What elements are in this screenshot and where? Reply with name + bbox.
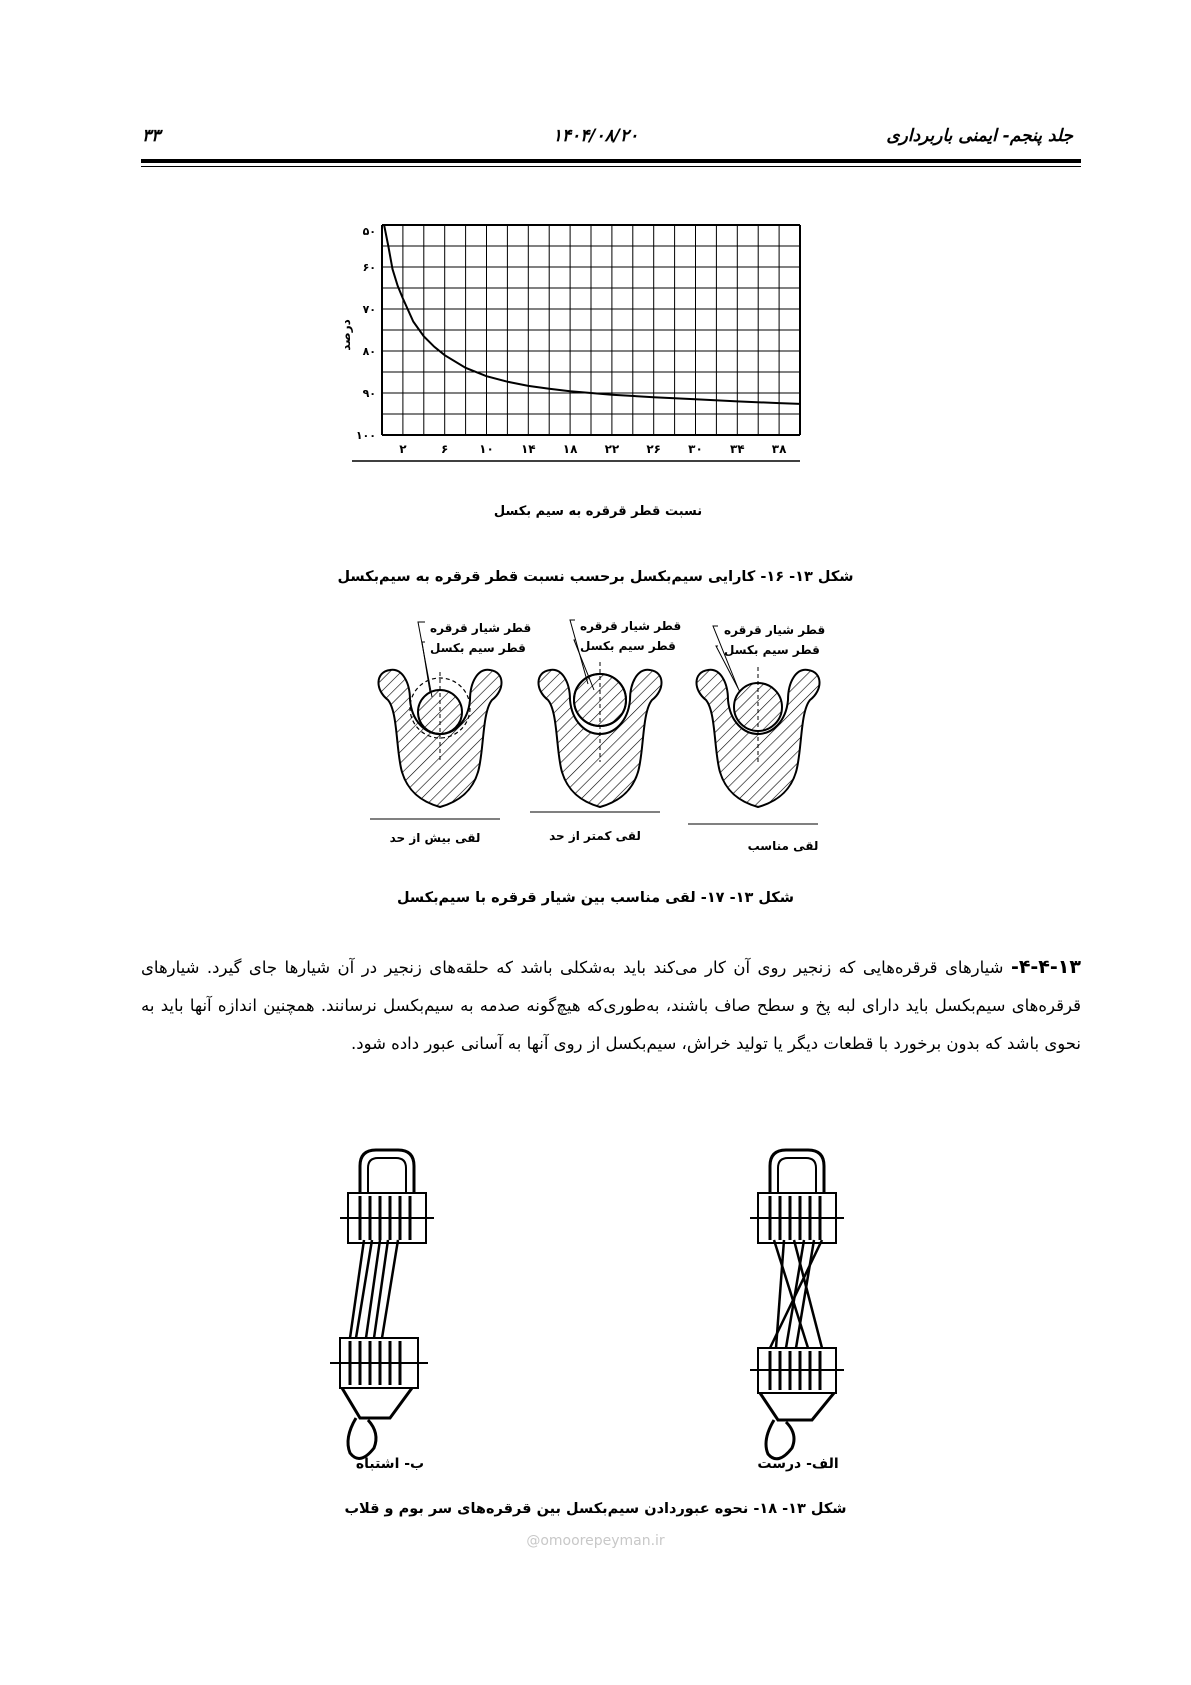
reeving-figure (320, 1148, 880, 1478)
label-wrong: ب- اشتباه (355, 1456, 425, 1472)
sheave-case-proper (688, 623, 825, 853)
x-tick-label: ۱۸ (562, 442, 578, 456)
chart-x-label: نسبت قطر قرقره به سیم بکسل (493, 504, 703, 519)
case-label-insufficient: لقی کمتر از حد (549, 829, 641, 843)
chart-grid (382, 225, 800, 435)
groove-diameter-label: قطر شیار قرقره (724, 623, 826, 637)
reeving-wrong (330, 1150, 434, 1472)
sheave-case-excessive (370, 621, 531, 845)
x-tick-label: ۳۰ (688, 442, 703, 456)
x-tick-label: ۶ (441, 442, 449, 456)
x-tick-label: ۱۰ (479, 442, 494, 456)
wire-diameter-label: قطر سیم بکسل (580, 639, 676, 653)
wire-diameter-label: قطر سیم بکسل (724, 643, 820, 657)
case-label-proper: لقی مناسب (747, 839, 819, 853)
wire-diameter-label: قطر سیم بکسل (430, 641, 526, 655)
y-tick-label: ۷۰ (362, 303, 376, 316)
x-tick-label: ۲۲ (604, 442, 620, 456)
x-tick-label: ۳۸ (771, 442, 787, 456)
watermark: @omoorepeyman.ir (526, 1533, 665, 1549)
chart-ticks (352, 225, 800, 461)
figure18-caption: شکل ۱۳- ۱۸- نحوه عبوردادن سیم‌بکسل بین قرقره‌های سر بوم و قلاب (344, 1501, 847, 1517)
header-rule-thin (141, 166, 1081, 167)
label-correct: الف- درست (757, 1456, 839, 1472)
paragraph-number: ۴-۴-۱۳- (1010, 956, 1081, 978)
header-title: جلد پنجم- ایمنی باربرداری (886, 126, 1073, 146)
groove-diameter-label: قطر شیار قرقره (580, 619, 682, 633)
page-number: ۳۳ (142, 126, 161, 146)
x-tick-label: ۳۴ (729, 442, 745, 456)
y-tick-label: ۱۰۰ (355, 429, 376, 442)
y-tick-label: ۶۰ (362, 261, 376, 274)
header-rule-thick (141, 159, 1081, 163)
case-label-excessive: لقی بیش از حد (389, 831, 481, 845)
reeving-correct (750, 1150, 844, 1472)
sheave-case-insufficient (530, 619, 681, 843)
sheave-groove-figure (370, 612, 840, 867)
x-tick-label: ۲ (399, 442, 407, 456)
figure17-caption: شکل ۱۳- ۱۷- لقی مناسب بین شیار قرقره با سیم‌بکسل (396, 890, 794, 906)
header-date: ۱۴۰۴/۰۸/۲۰ (552, 126, 639, 146)
figure16-caption: شکل ۱۳- ۱۶- کارایی سیم‌بکسل برحسب نسبت قطر قرقره به سیم‌بکسل (337, 569, 854, 585)
groove-diameter-label: قطر شیار قرقره (430, 621, 532, 635)
x-tick-label: ۲۶ (646, 442, 662, 456)
x-tick-label: ۱۴ (520, 442, 536, 456)
chart-y-label: درصد (339, 319, 353, 351)
body-paragraph (141, 948, 1081, 1063)
y-tick-label: ۹۰ (362, 387, 376, 400)
y-tick-label: ۸۰ (362, 345, 376, 358)
y-tick-label: ۵۰ (362, 225, 376, 238)
paragraph-text: شیارهای قرقره‌هایی که زنجیر روی آن کار می‌کند باید به‌شکلی باشد که حلقه‌های زنجیر در آن شیارها جای گیرد. شیارهای قرقره‌های سیم‌بکسل باید دارای لبه پخ و سطح صاف باشند، به‌طوری‌که هیچ‌گونه صدمه به سیم‌بکسل نرسانند. همچنین اندازه آنها باید به نحوی باشد که بدون برخورد با قطعات دیگر یا تولید خراش، سیم‌بکسل از روی آنها به آسانی عبور داده شود. (141, 958, 1081, 1053)
efficiency-chart (340, 225, 860, 545)
